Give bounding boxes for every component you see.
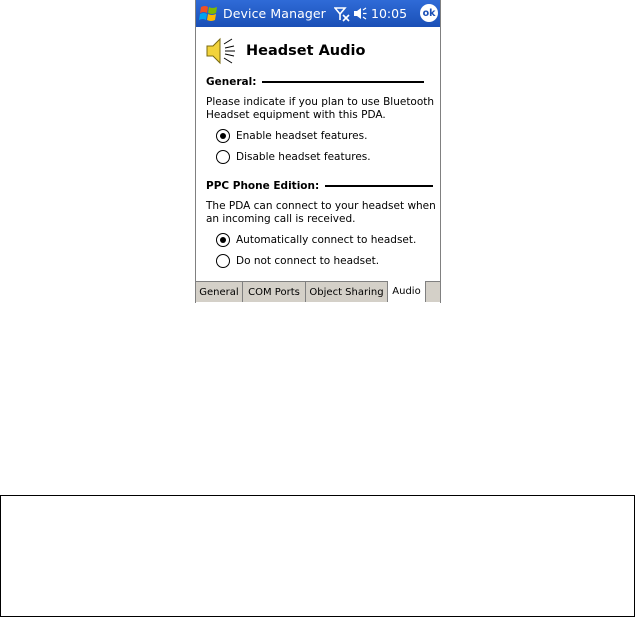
title-bar (196, 0, 440, 27)
section-divider (262, 81, 424, 83)
auto-connect-radio[interactable] (216, 233, 416, 247)
radio-label: Enable headset features. (236, 130, 368, 142)
app-title: Device Manager (223, 6, 326, 21)
enable-headset-radio[interactable] (216, 129, 367, 143)
speaker-icon (204, 36, 236, 66)
do-not-connect-radio[interactable] (216, 254, 379, 268)
windows-flag-icon[interactable] (198, 3, 220, 24)
general-section-heading (206, 76, 424, 88)
general-heading-label: General: (206, 76, 257, 88)
radio-label: Do not connect to headset. (236, 255, 380, 267)
radio-button-selected[interactable] (216, 233, 230, 247)
radio-button[interactable] (216, 254, 230, 268)
empty-text-box (0, 495, 635, 617)
radio-label: Automatically connect to headset. (236, 234, 417, 246)
pda-window (195, 0, 441, 303)
tab-general[interactable]: General (196, 282, 243, 302)
disable-headset-radio[interactable] (216, 150, 371, 164)
radio-button-selected[interactable] (216, 129, 230, 143)
tab-bar (196, 281, 440, 302)
no-signal-icon[interactable] (334, 6, 350, 22)
radio-label: Disable headset features. (236, 151, 371, 163)
phone-section-heading (206, 180, 433, 192)
phone-description: The PDA can connect to your headset when an incoming call is received. (206, 200, 436, 225)
radio-button[interactable] (216, 150, 230, 164)
section-divider (325, 185, 433, 187)
page-title: Headset Audio (246, 43, 366, 59)
tab-audio[interactable]: Audio (388, 281, 426, 302)
clock[interactable]: 10:05 (371, 6, 408, 21)
phone-heading-label: PPC Phone Edition: (206, 180, 320, 192)
tab-com-ports[interactable]: COM Ports (243, 282, 306, 302)
speaker-volume-icon[interactable] (353, 7, 367, 20)
ok-button[interactable]: ok (420, 4, 438, 22)
general-description: Please indicate if you plan to use Bluetooth Headset equipment with this PDA. (206, 96, 435, 121)
tab-object-sharing[interactable]: Object Sharing (306, 282, 388, 302)
